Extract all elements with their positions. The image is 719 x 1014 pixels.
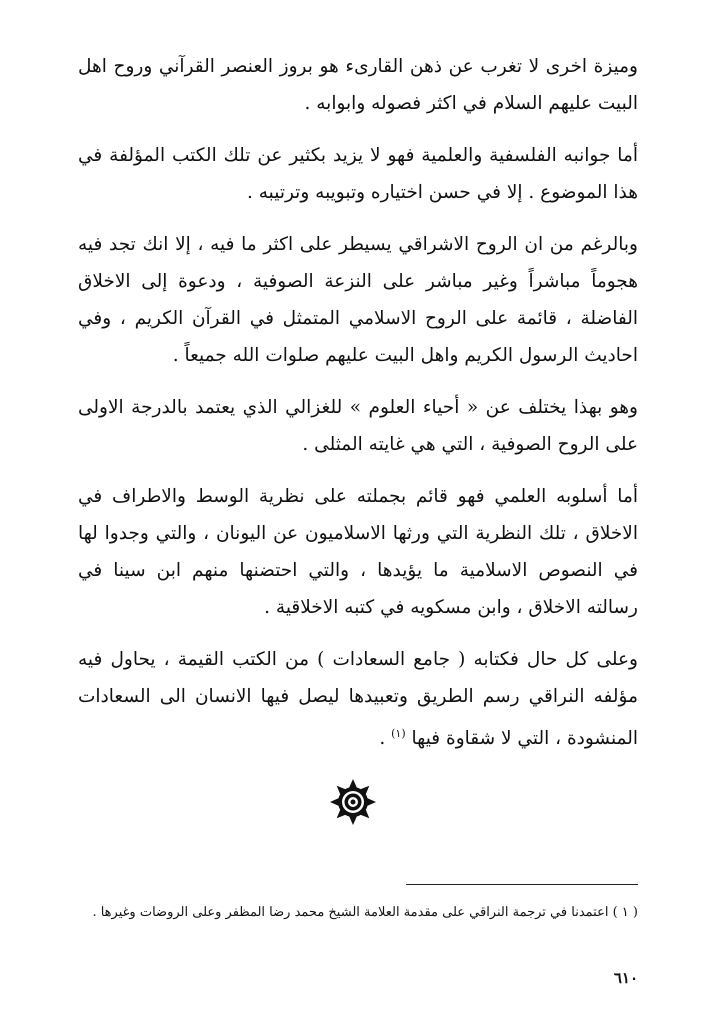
paragraph-6 — [78, 641, 638, 757]
paragraph-6-end: . — [379, 728, 386, 750]
paragraph-1: وميزة اخرى لا تغرب عن ذهن القارىء هو بروز العنصر القرآني وروح اهل البيت عليهم السلام في اكثر فصوله وابوابه . — [78, 56, 638, 114]
footnote-reference: (١) — [391, 727, 406, 740]
paragraph-6-text: وعلى كل حال فكتابه ( جامع السعادات ) من الكتب القيمة ، يحاول فيه مؤلفه النراقي رسم الطريق وتعبيدها ليصل فيها الانسان الى السعادات المنشودة ، التي لا شقاوة فيها — [78, 649, 638, 750]
footnote: ( ١ ) اعتمدنا في ترجمة النراقي على مقدمة العلامة الشيخ محمد رضا المظفر وعلى الروضات وغيرها . — [92, 905, 638, 920]
paragraph-4: وهو بهذا يختلف عن « أحياء العلوم » للغزالي الذي يعتمد بالدرجة الاولى على الروح الصوفية ، التي هي غايته المثلى . — [78, 397, 638, 455]
footnote-divider — [406, 884, 638, 885]
page-number: ٦١٠ — [613, 969, 638, 987]
page-body — [78, 48, 638, 772]
paragraph-5: أما أسلوبه العلمي فهو قائم بجملته على نظرية الوسط والاطراف في الاخلاق ، تلك النظرية التي ورثها الاسلاميون عن اليونان ، والتي وجدوا لها في النصوص الاسلامية ما يؤيدها ، والتي احتضنها منهم ابن سينا في رسالته الاخلاق ، وابن مسكويه في كتبه الاخلاقية . — [78, 486, 638, 618]
sun-rosette-ornament-icon — [330, 779, 376, 825]
paragraph-3: وبالرغم من ان الروح الاشراقي يسيطر على اكثر ما فيه ، إلا انك تجد فيه هجوماً مباشراً وغير مباشر على النزعة الصوفية ، ودعوة إلى الاخلاق الفاضلة ، قائمة على الروح الاسلامي المتمثل في القرآن الكريم ، وفي احاديث الرسول الكريم واهل البيت عليهم صلوات الله جميعاً . — [78, 234, 638, 366]
paragraph-2: أما جوانبه الفلسفية والعلمية فهو لا يزيد بكثير عن تلك الكتب المؤلفة في هذا الموضوع . إلا في حسن اختياره وتبويبه وترتيبه . — [78, 145, 638, 203]
